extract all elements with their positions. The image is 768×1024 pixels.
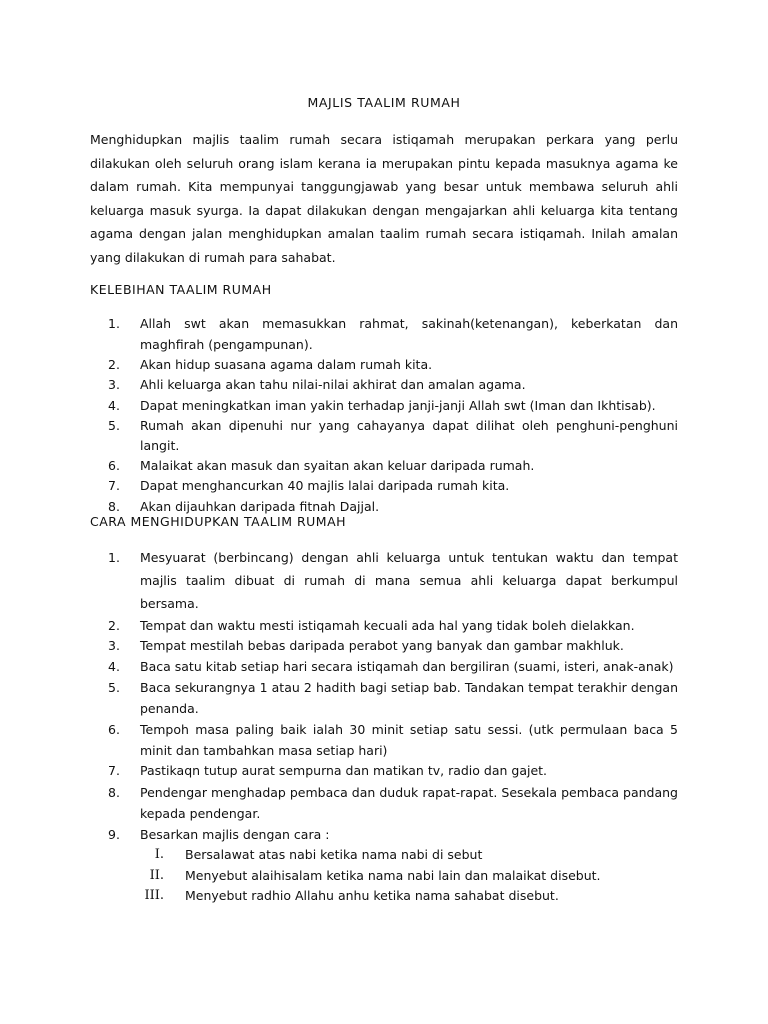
sub-list-item-text: Menyebut alaihisalam ketika nama nabi lain dan malaikat disebut. [185,867,601,883]
list-item-text: Besarkan majlis dengan cara : [140,826,330,842]
list-item [90,825,678,907]
list-item-number: 6. [108,722,120,738]
list-item-text: Mesyuarat (berbincang) dengan ahli keluarga untuk tentukan waktu dan tempat majlis taalim dibuat di rumah di mana semua ahli keluarga dapat berkumpul bersama. [140,550,678,612]
list-item-text: Tempat mestilah bebas daripada perabot yang banyak dan gambar makhluk. [140,638,624,654]
list-item [90,656,678,677]
list-item-number: 7. [108,763,120,779]
list-item-number: 8. [108,498,120,514]
list-item [90,476,678,496]
list-item-text: Akan hidup suasana agama dalam rumah kita. [140,357,433,373]
document-title: MAJLIS TAALIM RUMAH [307,95,461,110]
list-item-number: 6. [108,458,120,474]
list-item-text: Tempat dan waktu mesti istiqamah kecuali ada hal yang tidak boleh dielakkan. [140,617,635,633]
list-item-number: 4. [108,397,120,413]
list-item-text: Allah swt akan memasukkan rahmat, sakinah(ketenangan), keberkatan dan maghfirah (pengampunan). [140,316,678,352]
list-item-text: Pendengar menghadap pembaca dan duduk rapat-rapat. Sesekala pembaca pandang kepada pendengar. [140,784,678,822]
list-item-number: 7. [108,478,120,494]
list-item [90,719,678,761]
sub-list-item [90,886,678,907]
section-heading-cara: CARA MENGHIDUPKAN TAALIM RUMAH [90,514,347,529]
list-item-number: 3. [108,638,120,654]
list-item-text: Dapat meningkatkan iman yakin terhadap janji-janji Allah swt (Iman dan Ikhtisab). [140,397,656,413]
list-item [90,314,678,355]
sub-list-item-number: III. [144,888,164,904]
sub-list-item-number: II. [149,867,164,883]
list-item-text: Rumah akan dipenuhi nur yang cahayanya dapat dilihat oleh penghuni-penghuni langit. [140,417,678,453]
list-item-text: Ahli keluarga akan tahu nilai-nilai akhirat dan amalan agama. [140,377,526,393]
list-item-number: 5. [108,680,120,696]
sub-list-item [90,845,678,866]
list-item-number: 3. [108,377,120,393]
sub-list [90,845,678,907]
list-item-text: Malaikat akan masuk dan syaitan akan keluar daripada rumah. [140,458,535,474]
list-item-number: 9. [108,826,120,842]
list-item-text: Tempoh masa paling baik ialah 30 minit setiap satu sessi. (utk permulaan baca 5 minit dan tambahkan masa setiap hari) [140,722,678,759]
list-item-text: Pastikaqn tutup aurat sempurna dan matikan tv, radio dan gajet. [140,763,548,779]
list-item [90,616,678,636]
intro-paragraph: Menghidupkan majlis taalim rumah secara istiqamah merupakan perkara yang perlu dilakukan oleh seluruh orang islam kerana ia merupakan pintu kepada masuknya agama ke dalam rumah. Kita mempunyai tanggungjawab yang besar untuk membawa seluruh ahli keluarga masuk syurga. Ia dapat dilakukan dengan mengajarkan ahli keluarga kita tentang agama dengan jalan menghidupkan amalan taalim rumah secara istiqamah. Inilah amalan yang dilakukan di rumah para sahabat. [90,132,678,265]
list-item-text: Baca satu kitab setiap hari secara istiqamah dan bergiliran (suami, isteri, anak-anak) [140,659,674,675]
kelebihan-list [90,314,678,517]
list-item [90,416,678,456]
list-item [90,546,678,616]
list-item-number: 1. [108,550,120,565]
list-item [90,636,678,656]
list-item [90,396,678,416]
sub-list-item-text: Bersalawat atas nabi ketika nama nabi di sebut [185,847,483,863]
list-item-text: Dapat menghancurkan 40 majlis lalai daripada rumah kita. [140,478,510,494]
list-item [90,375,678,395]
list-item-number: 8. [108,784,120,800]
section-heading-kelebihan: KELEBIHAN TAALIM RUMAH [90,282,272,297]
list-item-number: 4. [108,659,120,675]
sub-list-item-number: I. [154,847,164,863]
list-item-number: 5. [108,417,120,433]
cara-list [90,546,678,907]
list-item-text: Baca sekurangnya 1 atau 2 hadith bagi setiap bab. Tandakan tempat terakhir dengan penanda. [140,680,678,717]
sub-list-item-text: Menyebut radhio Allahu anhu ketika nama sahabat disebut. [185,888,559,904]
list-item-number: 2. [108,357,120,373]
list-item [90,355,678,375]
list-item [90,677,678,719]
list-item [90,761,678,781]
sub-list-item [90,866,678,887]
list-item-number: 2. [108,617,120,633]
list-item [90,456,678,476]
list-item-number: 1. [108,316,120,331]
list-item [90,782,678,825]
list-item-text: Akan dijauhkan daripada fitnah Dajjal. [140,498,380,514]
